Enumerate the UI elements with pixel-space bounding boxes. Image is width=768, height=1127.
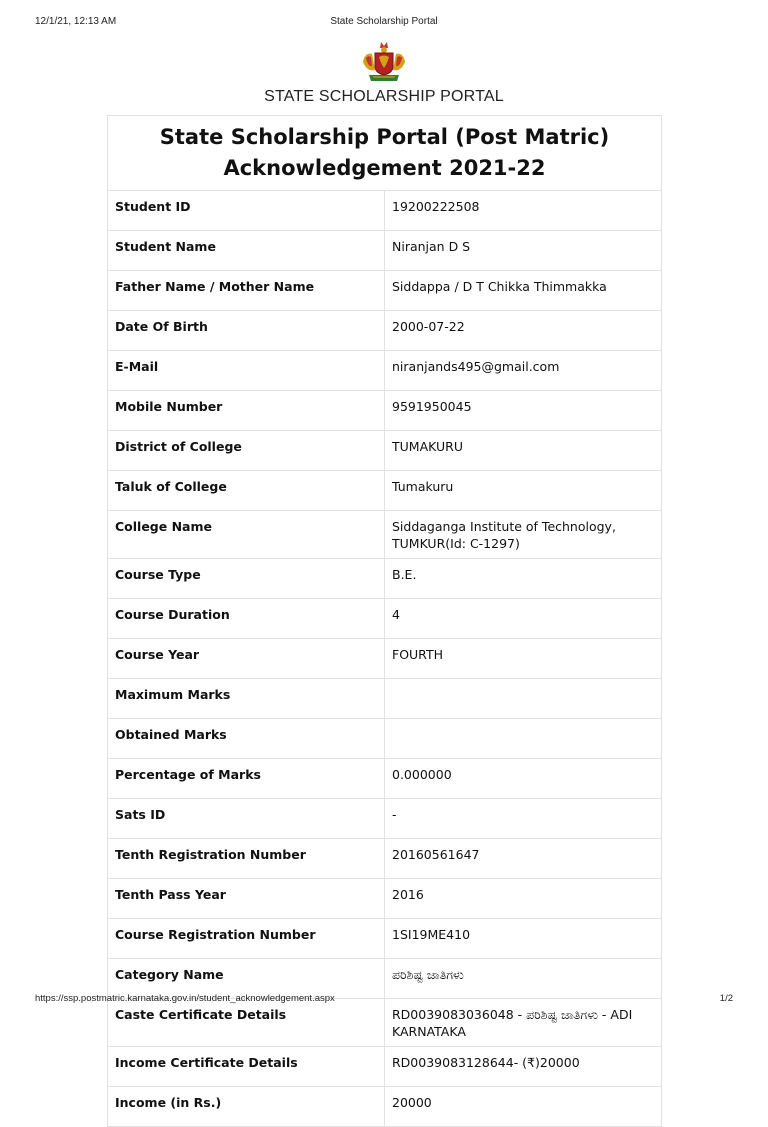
field-label: Course Type: [108, 559, 385, 599]
field-label: Tenth Registration Number: [108, 839, 385, 879]
field-label: Date Of Birth: [108, 311, 385, 351]
print-page-number: 1/2: [719, 993, 733, 1004]
field-value: 2016: [385, 879, 662, 919]
field-label: District of College: [108, 431, 385, 471]
field-value: -: [385, 799, 662, 839]
field-value: Niranjan D S: [385, 231, 662, 271]
field-value: 1SI19ME410: [385, 919, 662, 959]
field-value: niranjands495@gmail.com: [385, 351, 662, 391]
field-label: Caste Certificate Details: [108, 999, 385, 1047]
field-label: Sats ID: [108, 799, 385, 839]
table-row: [108, 1087, 662, 1127]
table-row: [108, 431, 662, 471]
field-label: College Name: [108, 511, 385, 559]
table-row: [108, 759, 662, 799]
field-label: Income Certificate Details: [108, 1047, 385, 1087]
field-value: Siddaganga Institute of Technology, TUMKUR(Id: C-1297): [385, 511, 662, 559]
field-value: 20160561647: [385, 839, 662, 879]
table-row: [108, 559, 662, 599]
field-label: Taluk of College: [108, 471, 385, 511]
table-row: [108, 879, 662, 919]
table-row: [108, 511, 662, 559]
table-row: [108, 599, 662, 639]
field-value: RD0039083128644- (₹)20000: [385, 1047, 662, 1087]
field-value: B.E.: [385, 559, 662, 599]
field-label: Tenth Pass Year: [108, 879, 385, 919]
table-row: [108, 471, 662, 511]
field-value: [385, 679, 662, 719]
field-label: Student Name: [108, 231, 385, 271]
field-value: 9591950045: [385, 391, 662, 431]
table-row: [108, 679, 662, 719]
field-value: 20000: [385, 1087, 662, 1127]
portal-name-heading: STATE SCHOLARSHIP PORTAL: [264, 88, 504, 105]
field-label: E-Mail: [108, 351, 385, 391]
table-row: [108, 639, 662, 679]
document-title: [108, 116, 662, 191]
field-label: Obtained Marks: [108, 719, 385, 759]
table-row: [108, 799, 662, 839]
field-value: Siddappa / D T Chikka Thimmakka: [385, 271, 662, 311]
field-label: Course Duration: [108, 599, 385, 639]
table-row: [108, 311, 662, 351]
field-label: Maximum Marks: [108, 679, 385, 719]
field-value: TUMAKURU: [385, 431, 662, 471]
karnataka-state-emblem-icon: [359, 40, 409, 84]
document-title-line1: State Scholarship Portal (Post Matric): [159, 125, 610, 149]
field-label: Mobile Number: [108, 391, 385, 431]
table-row: [108, 191, 662, 231]
field-value: 2000-07-22: [385, 311, 662, 351]
field-value: 19200222508: [385, 191, 662, 231]
table-row: [108, 271, 662, 311]
table-row: [108, 999, 662, 1047]
field-value: FOURTH: [385, 639, 662, 679]
table-row: [108, 1047, 662, 1087]
field-label: Course Year: [108, 639, 385, 679]
field-value: 0.000000: [385, 759, 662, 799]
field-label: Father Name / Mother Name: [108, 271, 385, 311]
document-title-line2: Acknowledgement 2021-22: [223, 156, 546, 180]
table-title-row: [108, 116, 662, 191]
table-row: [108, 839, 662, 879]
field-value: 4: [385, 599, 662, 639]
field-label: Income (in Rs.): [108, 1087, 385, 1127]
print-datetime: 12/1/21, 12:13 AM: [35, 16, 117, 27]
field-value: Tumakuru: [385, 471, 662, 511]
table-row: [108, 919, 662, 959]
acknowledgement-table: [107, 115, 662, 1127]
field-value: [385, 719, 662, 759]
print-page-title: State Scholarship Portal: [330, 16, 438, 27]
table-row: [108, 231, 662, 271]
field-label: Course Registration Number: [108, 919, 385, 959]
field-label: Category Name: [108, 959, 385, 999]
print-url: https://ssp.postmatric.karnataka.gov.in/student_acknowledgement.aspx: [35, 993, 335, 1004]
field-label: Student ID: [108, 191, 385, 231]
table-row: [108, 719, 662, 759]
field-value: ಪರಿಶಿಷ್ಟ ಜಾತಿಗಳು: [385, 959, 662, 999]
field-label: Percentage of Marks: [108, 759, 385, 799]
field-value: RD0039083036048 - ಪರಿಶಿಷ್ಟ ಜಾತಿಗಳು - ADI KARNATAKA: [385, 999, 662, 1047]
table-row: [108, 351, 662, 391]
table-row: [108, 391, 662, 431]
